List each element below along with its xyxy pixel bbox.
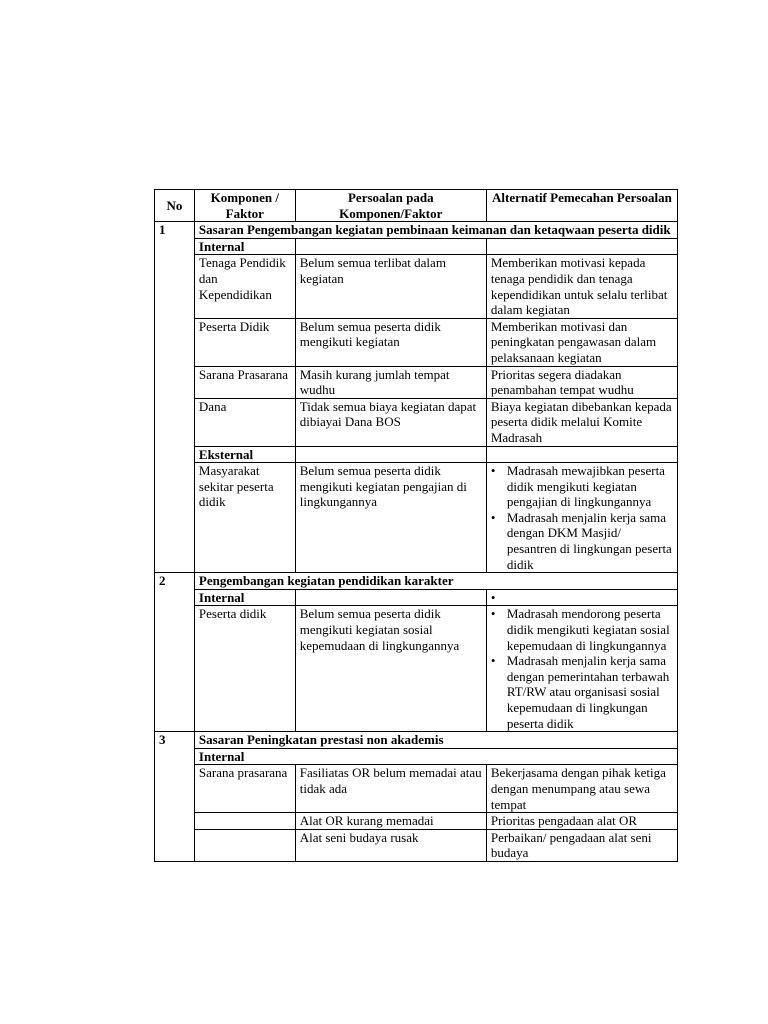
- subheader-row: [155, 748, 678, 765]
- persoalan-cell: Tidak semua biaya kegiatan dapat dibiayai Dana BOS: [295, 398, 486, 446]
- header-persoalan: Persoalan pada Komponen/Faktor: [295, 190, 486, 222]
- table-row: [155, 255, 678, 318]
- persoalan-cell: Belum semua peserta didik mengikuti kegiatan: [295, 318, 486, 366]
- section-title: Sasaran Peningkatan prestasi non akademis: [194, 732, 677, 749]
- bullet-list: [491, 606, 673, 731]
- alternatif-cell: [486, 589, 677, 606]
- external-label: Eksternal: [194, 446, 295, 463]
- internal-label: Internal: [194, 589, 295, 606]
- alternatif-cell: Perbaikan/ pengadaan alat seni budaya: [486, 829, 677, 861]
- empty-list-item: [507, 590, 673, 606]
- komponen-cell: Dana: [194, 398, 295, 446]
- alternatif-cell: Memberikan motivasi dan peningkatan pengawasan dalam pelaksanaan kegiatan: [486, 318, 677, 366]
- alternatif-cell: [486, 463, 677, 573]
- table-row: [155, 463, 678, 573]
- empty-cell: [295, 589, 486, 606]
- empty-cell: [486, 238, 677, 255]
- persoalan-cell: Fasiliatas OR belum memadai atau tidak ada: [295, 765, 486, 813]
- alternatif-cell: [486, 606, 677, 732]
- alternatif-cell: Prioritas segera diadakan penambahan tempat wudhu: [486, 366, 677, 398]
- strategy-table: [154, 189, 678, 862]
- table-row: [155, 765, 678, 813]
- table-row: [155, 398, 678, 446]
- internal-label: Internal: [194, 238, 295, 255]
- komponen-cell: [194, 829, 295, 861]
- subheader-row: [155, 238, 678, 255]
- komponen-cell: Masyarakat sekitar peserta didik: [194, 463, 295, 573]
- alternatif-cell: Biaya kegiatan dibebankan kepada peserta didik melalui Komite Madrasah: [486, 398, 677, 446]
- komponen-cell: Peserta Didik: [194, 318, 295, 366]
- section-title: Sasaran Pengembangan kegiatan pembinaan keimanan dan ketaqwaan peserta didik: [194, 222, 677, 239]
- section-number: 2: [155, 573, 195, 732]
- komponen-cell: [194, 813, 295, 830]
- table-row: [155, 813, 678, 830]
- empty-cell: [295, 238, 486, 255]
- bullet-list: [491, 463, 673, 572]
- section-number: 1: [155, 222, 195, 573]
- list-item: • Madrasah menjalin kerja sama dengan pemerintahan terbawah RT/RW atau organisasi sosial kepemudaan di lingkungan peserta didik: [507, 653, 673, 731]
- komponen-cell: Sarana prasarana: [194, 765, 295, 813]
- subheader-row: [155, 589, 678, 606]
- section-title-row: [155, 222, 678, 239]
- header-alternatif: Alternatif Pemecahan Persoalan: [486, 190, 677, 222]
- section-title-row: [155, 732, 678, 749]
- bullet-list: [491, 590, 673, 606]
- section-title-row: [155, 573, 678, 590]
- alternatif-cell: Prioritas pengadaan alat OR: [486, 813, 677, 830]
- table-row: [155, 366, 678, 398]
- header-no: No: [155, 190, 195, 222]
- empty-cell: [295, 446, 486, 463]
- komponen-cell: Sarana Prasarana: [194, 366, 295, 398]
- empty-cell: [486, 446, 677, 463]
- persoalan-cell: Belum semua terlibat dalam kegiatan: [295, 255, 486, 318]
- list-item: • Madrasah mendorong peserta didik mengikuti kegiatan sosial kepemudaan di lingkungannya: [507, 606, 673, 653]
- section-number: 3: [155, 732, 195, 862]
- alternatif-cell: Bekerjasama dengan pihak ketiga dengan menumpang atau sewa tempat: [486, 765, 677, 813]
- list-item: • Madrasah mewajibkan peserta didik mengikuti kegiatan pengajian di lingkungannya: [507, 463, 673, 510]
- komponen-cell: Peserta didik: [194, 606, 295, 732]
- internal-label: Internal: [194, 748, 677, 765]
- persoalan-cell: Masih kurang jumlah tempat wudhu: [295, 366, 486, 398]
- alternatif-cell: Memberikan motivasi kepada tenaga pendidik dan tenaga kependidikan untuk selalu terlibat dalam kegiatan: [486, 255, 677, 318]
- persoalan-cell: Alat seni budaya rusak: [295, 829, 486, 861]
- persoalan-cell: Alat OR kurang memadai: [295, 813, 486, 830]
- table-row: [155, 606, 678, 732]
- table-header-row: [155, 190, 678, 222]
- table-row: [155, 829, 678, 861]
- table-row: [155, 318, 678, 366]
- list-item: • Madrasah menjalin kerja sama dengan DKM Masjid/ pesantren di lingkungan peserta didik: [507, 510, 673, 572]
- persoalan-cell: Belum semua peserta didik mengikuti kegiatan sosial kepemudaan di lingkungannya: [295, 606, 486, 732]
- komponen-cell: Tenaga Pendidik dan Kependidikan: [194, 255, 295, 318]
- persoalan-cell: Belum semua peserta didik mengikuti kegiatan pengajian di lingkungannya: [295, 463, 486, 573]
- subheader-row: [155, 446, 678, 463]
- section-title: Pengembangan kegiatan pendidikan karakter: [194, 573, 677, 590]
- header-komponen: Komponen / Faktor: [194, 190, 295, 222]
